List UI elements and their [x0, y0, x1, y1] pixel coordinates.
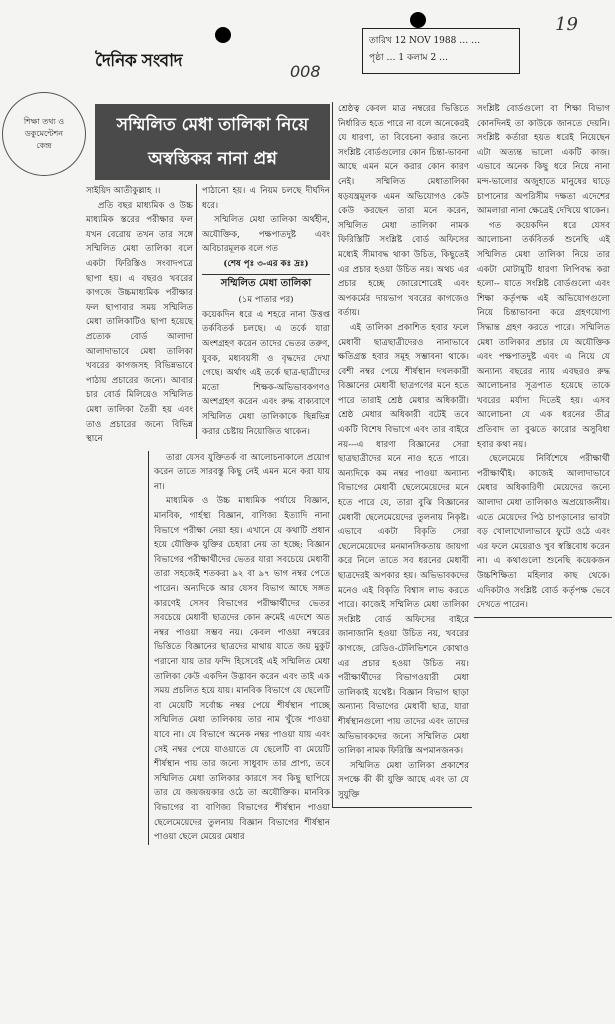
handwritten-annotation: 19 — [555, 14, 578, 35]
paragraph: মাধ্যমিক ও উচ্চ মাধ্যমিক পর্যায়ে বিজ্ঞান, মানবিক, গার্হস্থ্য বিজ্ঞান, বাণিজ্য ইত্যাদি নানা বিভাগে পরীক্ষা নেয়া হয়। এখানে যে কথাটি প্রধান হয়ে যৌক্তিক যুক্তির চেহারা নেয় তা হচ্ছে: বিজ্ঞান বিভাগের পরীক্ষার্থীদের ভেতর যারা সবচেয়ে মেধাবী তারা সহজেই শতকরা ৯২ বা ৯৭ ভাগ নম্বর পেতে পারেন। অন্যদিকে আর যেসব বিভাগ আছে সঙ্গত কারণেই সেসব বিভাগের পরীক্ষার্থীদের ভেতর সবচেয়ে মেধাবী ছাত্রদের কোন ক্রমেই এদেশে অত নম্বর পাওয়া সম্ভব নয়। কেবল পাওয়া নম্বরের ভিত্তিতে বিজ্ঞানের ছাত্রদের মাথায় যাতে জয় মুকুট পরানো যায় তার ফন্দি হিসেবেই এই সম্মিলিত মেধা তালিকা কেউ একদিন উদ্ভাবন করেন এবং তাই এক সময় প্রচলিত হয়ে যায়। মানবিক বিভাগে যে ছেলেটি বা মেয়েটি সর্বোচ্চ নম্বর পেয়ে শীর্ষস্থান পাচ্ছে সম্মিলিত মেধা তালিকায় তার নাম খুঁজে পাওয়া যাবে না। যে বিভাগে অনেক নম্বর পাওয়া যায় এবং সেই নম্বর পেয়ে যাওয়াতে যে ছেলেটি বা মেয়েটি শীর্ষস্থান পায় তার জন্যে সাধুবাদ তার প্রাপ্য, তবে সম্মিলিত মেধা তালিকার কারণে সব কিছু ছাপিয়ে তার যে জয়জয়কার ওঠে তা অযৌক্তিক। মানবিক বিভাগের বা বাণিজ্য বিভাগের শীর্ষস্থান পাওয়া ছেলেমেয়েদের তুলনায় বিজ্ঞান বিভাগের শীর্ষস্থান পাওয়া ছেলে মেয়ের মেধার — [154, 496, 330, 843]
paragraph: গত কয়েকদিন ধরে যেসব আলোচনা তর্কবিতর্ক শুনেছি এই সম্মিলিত মেধা তালিকা নিয়ে তার একটা মোটামুটি ধারণা লিপিবদ্ধ করা হলো-- যাতে সংশ্লিষ্ট বোর্ডগুলো এবং শিক্ষা কর্তৃপক্ষ এই অভিযোগগুলো নিয়ে চিন্তাভাবনা করে গ্রহণযোগ্য সিদ্ধান্ত গ্রহণ করতে পারে। সম্মিলিত মেধা তালিকার প্রচার যে অযৌক্তিক এবং পক্ষপাতদুষ্ট এবং এ নিয়ে যে অন্যান্য বছরের ন্যায় এবছরও রুদ্ধ আলোচনার সূত্রপাত হয়েছে তাকে খবরের মর্যাদা দিতেই হয়। এসব আলোচনা যে এক ধরনের তীব্র প্রতিবাদ তা বুঝতে কারোর অসুবিধা হবার কথা নয়। — [477, 220, 610, 450]
paragraph: প্রতি বছর মাধ্যমিক ও উচ্চ মাধ্যমিক স্তরের পরীক্ষার ফল যখন বেরোয় তখন তার সঙ্গে সম্মিলিত মেধা তালিকা বলে একটা ফিরিস্তিও সংবাদপত্রে ছাপা হয়। এ বছরও খবরের কাগজে উচ্চমাধ্যমিক পরীক্ষার ফল ছাপাবার সময় সম্মিলিত মেধা তালিকাটিও ছাপা হয়েছে প্রত্যেক বোর্ড আলাদা আলাদাভাবে মেধা তালিকা খবরের কাগজসহ বিভিন্নভাবে পাঠায় প্রচারের জন্যে। আবার চার বোর্ড মিলিয়েও সম্মিলিত মেধা তালিকা তৈরী হয় এবং তাও প্রচারের জন্যে বিভিন্ন স্থানে — [86, 200, 193, 445]
upper-columns — [86, 184, 330, 447]
date-value: 12 NOV 1988 — [394, 36, 457, 46]
paragraph: শ্রেষ্ঠত্ব কেবল মাত্র নম্বরের ভিত্তিতে নির্ধারিত হতে পারে না বলে অনেকেরই যে ধারণা, তা বিবেচনা করার জন্যে সংশ্লিষ্ট বোর্ডগুলোর কোন চিন্তা-ভাবনা আছে এমন মনে করার কোন কারণ নেই। সম্মিলিত মেধাতালিকা ষড়যন্ত্রমূলক এমন অভিযোগও কেউ কেউ করছেন তারা মনে করেন, সম্মিলিত মেধা তালিকা নামক ফিরিস্তিটি সংশ্লিষ্ট বোর্ড অফিসের মধ্যেই সীমাবদ্ধ থাকা উচিত, কিছুতেই এর প্রচার হওয়া উচিত নয়। অথচ এর প্রচার হচ্ছে জোরেশোরেই এবং অপকর্মের দায়ভাগ খবরের কাগজেও বর্তায়। — [338, 104, 469, 319]
paragraph: সংশ্লিষ্ট বোর্ডগুলো বা শিক্ষা বিভাগ কোনদিনই তা কাউকে জানতে দেয়নি। সংশ্লিষ্ট কর্তারা হয়ত ধরেই নিয়েছেন এটা অত্যন্ত ভালো একটি কাজ। এভাবে অনেক কিছু ধরে নিয়ে নানা মন্দ-ভালোর অজুহাতে মানুষের ঘাড়ে চাপানোর অপরিসীম দক্ষতা এদেশের আমলারা নানা ক্ষেত্রেই দেখিয়ে থাকেন। — [477, 104, 610, 217]
stamp-line-2: ডকুমেন্টেশন — [24, 129, 64, 138]
paragraph: পাঠানো হয়। এ নিয়ম চলছে দীর্ঘদিন ধরে। — [202, 186, 330, 211]
paragraph: তারা যেসব যুক্তিতর্ক বা আলোচনাকালে প্রয়োগ করেন তাতে সারবস্তু কিছু নেই এমন মনে করা যায় না। — [154, 452, 330, 492]
paragraph: ছেলেমেয়ে নির্বিশেষে পরীক্ষার্থী পরীক্ষার্থীই। কাজেই আলাদাভাবে মেধার অধিকারিণী মেয়েদের জন্যে আলাদা মেধা তালিকাও অপ্রয়োজনীয়। এতে মেয়েদের পিঠ চাপড়ানোর ভাবটা বড় খোলাখোলাভাবে ফুটে ওঠে এবং এর ফলে মেয়েরাও খুব স্বস্তিবোধ করেন না। এ কথাগুলো শুনেছি কয়েকজন উচ্চশিক্ষিতা মহিলার কাছ থেকে। এদিকটাও সংশ্লিষ্ট বোর্ড কর্তৃপক্ষ ভেবে দেখতে পারেন। — [477, 454, 610, 611]
continuation-heading: সম্মিলিত মেধা তালিকা — [220, 277, 312, 289]
page-value: 1 — [398, 53, 405, 63]
paragraph: কয়েকদিন ধরে এ শহরে নানা উত্তপ্ত তর্কবিতর্ক চলছে। এ তর্কে যারা অংশগ্রহণ করেন তাদের ভেতর তরুণ, যুবক, মধ্যবয়সী ও বৃদ্ধদের দেখা গেছে। অর্থাৎ এই তর্কে ছাত্র-ছাত্রীদের মতো শিক্ষক-অভিভাবকগণও অংশগ্রহণ করেন এবং রুদ্ধ বাক্যবাণে সম্মিলিত মেধা তালিকাকে ছিন্নভিন্ন করার চেষ্টায় নিয়োজিত থাকেন। — [202, 309, 330, 437]
headline — [95, 104, 330, 180]
left-article-region — [86, 104, 330, 845]
stamp-line-3: কেন্দ্র — [36, 141, 52, 150]
continued-from-note: (১ম পাতার পর) — [238, 295, 294, 306]
paragraph: সম্মিলিত মেধা তালিকা প্রকাশের সপক্ষে কী কী যুক্তি আছে এবং তা যে সুযুক্তি — [338, 760, 469, 800]
date-box: তারিখ 12 NOV 1988 … … পৃষ্ঠা … 1 কলাম 2 … — [362, 28, 520, 74]
paragraph: এই তালিকা প্রকাশিত হবার ফলে মেধাবী ছাত্রছাত্রীদেরও নানাভাবে ক্ষতিগ্রস্ত হবার সমূহ সম্ভাবনা থাকে। বেশী নম্বর পেয়ে শীর্ষস্থান দখলকারী বিজ্ঞানের মেধাবী ছাত্রগণের মনে হতে পারে তারাই শ্রেষ্ঠ মেধার অধিকারী। শ্রেষ্ঠ মেধার অধিকারী বটেই তবে একটি বিশেষ বিভাগে এবং তার বাইরে নয়---এ ধারণা বিজ্ঞানের সেরা ছাত্রছাত্রীদের মনে নাও হতে পারে। অন্যদিকে কম নম্বর পাওয়া অন্যান্য বিভাগের মেধাবী ছেলেমেয়েদের মনে হতে পারে যে, তারা বুঝি বিজ্ঞানের মেধাবী ছেলেমেয়েদের তুলনায় নিকৃষ্ট। এভাবে একটা বিকৃতি সেরা ছেলেমেয়েদের মনমানসিকতায় জায়গা করে নিলে তাতে সব ধরনের মেধাবী ছাত্রদেরই অপকার হয়। অভিভাবকদের মনেও এই বিকৃতি বিশ্বাস লাভ করতে পারে। কাজেই সম্মিলিত মেধা তালিকা সংশ্লিষ্ট বোর্ড অফিসের বাইরে জানাজানি হওয়া উচিত নয়, খবরের কাগজে, রেডিও-টেলিভিশনে কোথাও এর প্রচার হওয়া উচিত নয়। পরীক্ষার্থীদের বিভাগওয়ারী মেধা তালিকাই যথেষ্ট। বিজ্ঞান বিভাগ ছাড়া অন্যান্য বিভাগের মেধাবী ছাত্র, যারা শীর্ষস্থানগুলো পায় তাদের এবং তাদের অভিভাবকদের জন্যে সম্মিলিত মেধা তালিকা নামক ফিরিস্তি অপমানজনক। — [338, 322, 469, 757]
newspaper-masthead: দৈনিক সংবাদ — [95, 51, 182, 71]
paragraph: সম্মিলিত মেধা তালিকা অর্থহীন, অযৌক্তিক, পক্ষপাতদুষ্ট এবং অবিচারমূলক বলে গত — [202, 215, 330, 255]
page-label: পৃষ্ঠা — [369, 53, 384, 63]
article-column-2 — [148, 451, 330, 845]
column-value: 2 — [430, 53, 437, 63]
punch-hole — [410, 12, 426, 28]
column-label: কলাম — [406, 53, 428, 63]
continued-note: (শেষ পৃঃ ৩-এর কঃ দ্রঃ) — [223, 258, 309, 269]
article-column-3 — [332, 102, 472, 808]
byline: সাইয়িদ আতীকুল্লাহ ।। — [86, 186, 161, 196]
clipping-code: 008 — [290, 62, 321, 81]
article-column-2-top — [196, 184, 330, 439]
article-column-1 — [86, 184, 196, 447]
article-column-4 — [474, 102, 612, 618]
column-2-intro — [202, 184, 330, 275]
headline-line-2: অস্বস্তিকর নানা প্রশ্ন — [148, 149, 277, 169]
punch-hole — [215, 27, 231, 43]
stamp-line-1: শিক্ষা তথ্য ও — [23, 117, 65, 126]
headline-line-1: সম্মিলিত মেধা তালিকা নিয়ে — [116, 115, 309, 135]
library-stamp — [2, 92, 86, 176]
date-label: তারিখ — [369, 36, 392, 46]
